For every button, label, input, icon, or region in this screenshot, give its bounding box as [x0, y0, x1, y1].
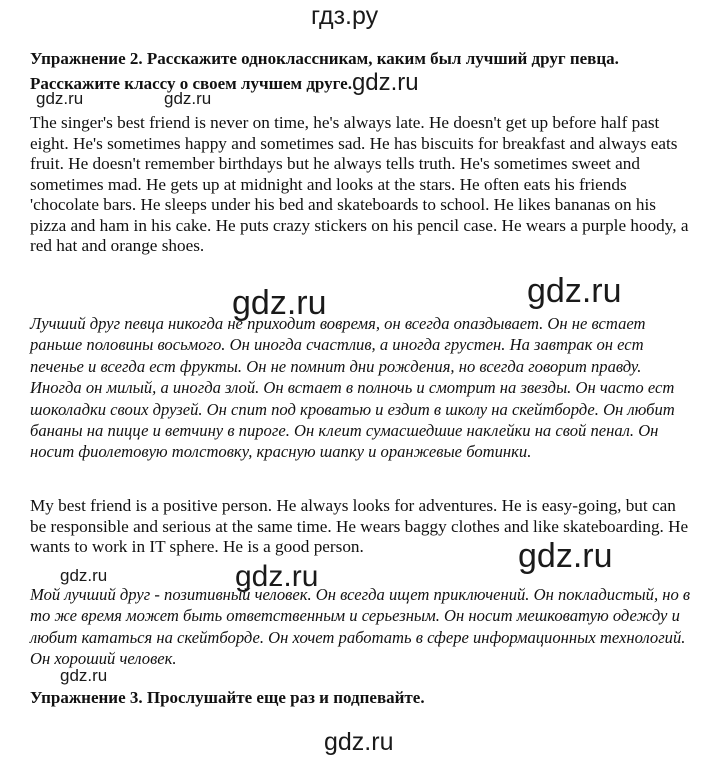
- exercise-3-heading: Упражнение 3. Прослушайте еще раз и подпевайте.: [30, 688, 425, 707]
- heading-watermark: gdz.ru: [351, 69, 419, 96]
- watermark-small: gdz.ru: [164, 89, 212, 108]
- watermark-small: gdz.ru: [60, 566, 108, 585]
- singer-friend-text-en: The singer's best friend is never on time, he's always late. He doesn't get up before half past eight. He's sometimes happy and sometimes sad. He has biscuits for breakfast and always eats fruit. He doesn't remember birthdays but he always tells truth. He's sometimes sweet and sometimes mad. He gets up at midnight and looks at the stars. He often eats his friends 'chocolate bars. He sleeps under his bed and skateboards to school. He likes bananas on his pizza and ham in his cake. He puts crazy stickers on his pencil case. He wears a purple hoody, a red hat and orange shoes.: [30, 113, 689, 255]
- exercise-2-heading: [30, 47, 690, 96]
- watermark-large: gdz.ru: [235, 560, 319, 593]
- watermark-small: gdz.ru: [60, 666, 108, 685]
- watermark-large: gdz.ru: [518, 537, 613, 575]
- watermark-large: gdz.ru: [232, 284, 327, 322]
- watermark-large: gdz.ru: [527, 272, 622, 310]
- my-friend-text-en: My best friend is a positive person. He always looks for adventures. He is easy-going, but can be responsible and serious at the same time. He wears baggy clothes and like skateboarding. He wants to work in IT sphere. He is a good person.: [30, 496, 689, 556]
- my-friend-text-ru: Мой лучший друг - позитивный человек. Он всегда ищет приключений. Он покладистый, но в то же время может быть ответственным и серьезным. Он носит мешковатую одежду и любит кататься на скейтборде. Он хочет работать в сфере информационных технологий. Он хороший человек.: [30, 585, 691, 669]
- site-footer: gdz.ru: [324, 728, 394, 756]
- singer-friend-text-ru: Лучший друг певца никогда не приходит вовремя, он всегда опаздывает. Он не встает раньше половины восьмого. Он иногда счастлив, а иногда грустен. На завтрак он ест печенье и всегда ест фрукты. Он не помнит дни рождения, но всегда говорит правду. Иногда он милый, а иногда злой. Он встает в полночь и смотрит на звезды. Он часто ест шоколадки своих друзей. Он спит под кроватью и ездит в школу на скейтборде. Он любит бананы на пицце и ветчину в пироге. Он клеит сумасшедшие наклейки на свой пенал. Он носит фиолетовую толстовку, красную шапку и оранжевые ботинки.: [30, 314, 675, 462]
- watermark-small: gdz.ru: [36, 89, 84, 108]
- site-header: гдз.ру: [311, 2, 379, 30]
- exercise-2-title: Упражнение 2. Расскажите одноклассникам, каким был лучший друг певца. Расскажите классу о своем лучшем друге.: [30, 49, 619, 93]
